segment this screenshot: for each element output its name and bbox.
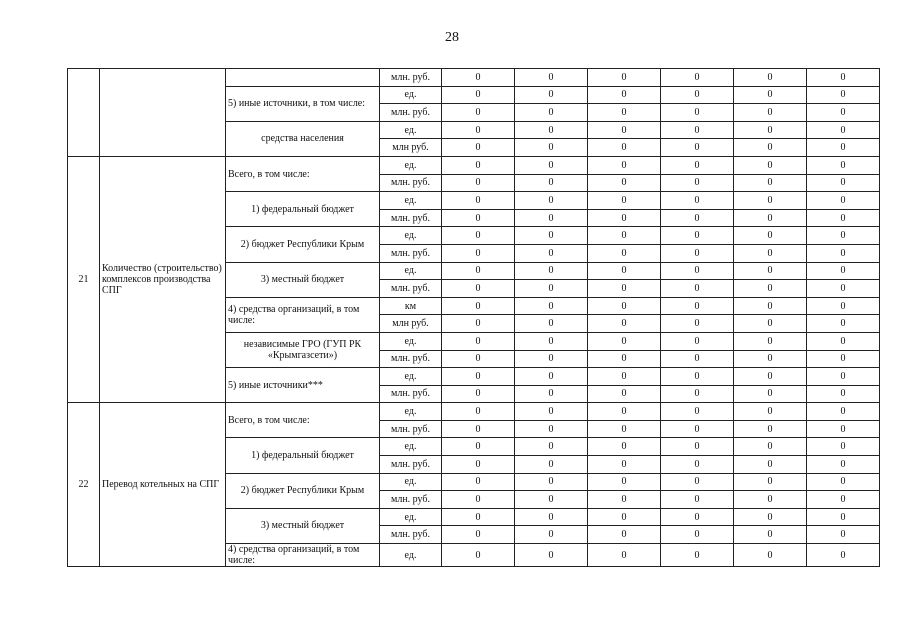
value-cell: 0 (588, 297, 661, 315)
indicator-name-cell: Перевод котельных на СПГ (100, 403, 226, 567)
value-cell: 0 (734, 473, 807, 491)
source-cell: 2) бюджет Республики Крым (226, 227, 380, 262)
unit-cell: ед. (380, 86, 442, 104)
value-cell: 0 (588, 192, 661, 210)
value-cell: 0 (807, 121, 880, 139)
row-number-cell: 22 (68, 403, 100, 567)
source-cell: 5) иные источники*** (226, 368, 380, 403)
value-cell: 0 (661, 174, 734, 192)
value-cell: 0 (734, 420, 807, 438)
value-cell: 0 (661, 315, 734, 333)
unit-cell: млн. руб. (380, 244, 442, 262)
value-cell: 0 (807, 544, 880, 567)
unit-cell: ед. (380, 262, 442, 280)
value-cell: 0 (515, 438, 588, 456)
value-cell: 0 (661, 508, 734, 526)
value-cell: 0 (442, 104, 515, 122)
value-cell: 0 (734, 491, 807, 509)
value-cell: 0 (515, 315, 588, 333)
unit-cell: ед. (380, 332, 442, 350)
source-cell (226, 69, 380, 87)
value-cell: 0 (734, 121, 807, 139)
value-cell: 0 (807, 69, 880, 87)
value-cell: 0 (807, 350, 880, 368)
value-cell: 0 (515, 227, 588, 245)
source-cell: 4) средства организаций, в том числе: (226, 544, 380, 567)
value-cell: 0 (807, 491, 880, 509)
unit-cell: млн. руб. (380, 209, 442, 227)
value-cell: 0 (515, 297, 588, 315)
value-cell: 0 (661, 139, 734, 157)
value-cell: 0 (442, 280, 515, 298)
value-cell: 0 (515, 121, 588, 139)
value-cell: 0 (515, 280, 588, 298)
unit-cell: ед. (380, 403, 442, 421)
unit-cell: ед. (380, 192, 442, 210)
value-cell: 0 (442, 456, 515, 474)
page-number: 28 (445, 30, 459, 45)
source-cell: средства населения (226, 121, 380, 156)
value-cell: 0 (588, 209, 661, 227)
value-cell: 0 (807, 104, 880, 122)
value-cell: 0 (442, 473, 515, 491)
value-cell: 0 (807, 139, 880, 157)
value-cell: 0 (807, 315, 880, 333)
unit-cell: млн. руб. (380, 456, 442, 474)
value-cell: 0 (807, 508, 880, 526)
unit-cell: ед. (380, 544, 442, 567)
value-cell: 0 (661, 244, 734, 262)
unit-cell: млн. руб. (380, 69, 442, 87)
value-cell: 0 (442, 526, 515, 544)
value-cell: 0 (807, 156, 880, 174)
value-cell: 0 (442, 121, 515, 139)
value-cell: 0 (661, 385, 734, 403)
value-cell: 0 (734, 104, 807, 122)
value-cell: 0 (807, 456, 880, 474)
value-cell: 0 (661, 69, 734, 87)
unit-cell: млн. руб. (380, 385, 442, 403)
source-cell: 2) бюджет Республики Крым (226, 473, 380, 508)
value-cell: 0 (807, 280, 880, 298)
value-cell: 0 (515, 156, 588, 174)
value-cell: 0 (515, 104, 588, 122)
value-cell: 0 (661, 350, 734, 368)
value-cell: 0 (661, 473, 734, 491)
unit-cell: км (380, 297, 442, 315)
value-cell: 0 (515, 244, 588, 262)
value-cell: 0 (442, 174, 515, 192)
value-cell: 0 (661, 280, 734, 298)
unit-cell: ед. (380, 156, 442, 174)
value-cell: 0 (515, 544, 588, 567)
value-cell: 0 (807, 332, 880, 350)
value-cell: 0 (515, 508, 588, 526)
value-cell: 0 (442, 350, 515, 368)
source-cell: 1) федеральный бюджет (226, 192, 380, 227)
row-number-cell (68, 69, 100, 157)
value-cell: 0 (442, 544, 515, 567)
source-cell: 4) средства организаций, в том числе: (226, 297, 380, 332)
value-cell: 0 (734, 69, 807, 87)
value-cell: 0 (515, 139, 588, 157)
value-cell: 0 (515, 209, 588, 227)
value-cell: 0 (442, 315, 515, 333)
value-cell: 0 (588, 508, 661, 526)
table-row (68, 156, 880, 174)
value-cell: 0 (661, 227, 734, 245)
value-cell: 0 (515, 420, 588, 438)
value-cell: 0 (734, 192, 807, 210)
value-cell: 0 (442, 385, 515, 403)
value-cell: 0 (661, 209, 734, 227)
value-cell: 0 (515, 403, 588, 421)
table-row (68, 403, 880, 421)
value-cell: 0 (807, 438, 880, 456)
value-cell: 0 (807, 227, 880, 245)
indicator-name-cell (100, 69, 226, 157)
indicator-name-cell: Количество (строительство) комплексов производства СПГ (100, 156, 226, 402)
value-cell: 0 (515, 526, 588, 544)
value-cell: 0 (588, 280, 661, 298)
value-cell: 0 (661, 121, 734, 139)
value-cell: 0 (588, 350, 661, 368)
value-cell: 0 (515, 86, 588, 104)
value-cell: 0 (588, 139, 661, 157)
value-cell: 0 (442, 227, 515, 245)
value-cell: 0 (588, 227, 661, 245)
source-cell: 5) иные источники, в том числе: (226, 86, 380, 121)
value-cell: 0 (588, 544, 661, 567)
value-cell: 0 (661, 297, 734, 315)
unit-cell: млн. руб. (380, 350, 442, 368)
value-cell: 0 (515, 262, 588, 280)
value-cell: 0 (515, 385, 588, 403)
value-cell: 0 (734, 139, 807, 157)
value-cell: 0 (442, 491, 515, 509)
value-cell: 0 (588, 332, 661, 350)
value-cell: 0 (588, 473, 661, 491)
value-cell: 0 (734, 332, 807, 350)
value-cell: 0 (734, 227, 807, 245)
value-cell: 0 (515, 368, 588, 386)
value-cell: 0 (442, 368, 515, 386)
value-cell: 0 (734, 456, 807, 474)
value-cell: 0 (442, 262, 515, 280)
value-cell: 0 (661, 86, 734, 104)
unit-cell: млн. руб. (380, 174, 442, 192)
unit-cell: ед. (380, 473, 442, 491)
value-cell: 0 (661, 403, 734, 421)
value-cell: 0 (588, 456, 661, 474)
value-cell: 0 (734, 209, 807, 227)
row-number-cell: 21 (68, 156, 100, 402)
value-cell: 0 (661, 526, 734, 544)
value-cell: 0 (734, 297, 807, 315)
value-cell: 0 (515, 491, 588, 509)
value-cell: 0 (734, 508, 807, 526)
value-cell: 0 (588, 420, 661, 438)
value-cell: 0 (442, 139, 515, 157)
unit-cell: млн руб. (380, 315, 442, 333)
unit-cell: млн. руб. (380, 104, 442, 122)
unit-cell: ед. (380, 227, 442, 245)
value-cell: 0 (588, 438, 661, 456)
unit-cell: ед. (380, 368, 442, 386)
value-cell: 0 (734, 156, 807, 174)
value-cell: 0 (734, 350, 807, 368)
value-cell: 0 (807, 420, 880, 438)
value-cell: 0 (515, 174, 588, 192)
unit-cell: ед. (380, 508, 442, 526)
value-cell: 0 (442, 86, 515, 104)
unit-cell: млн. руб. (380, 280, 442, 298)
value-cell: 0 (807, 297, 880, 315)
table-body (68, 69, 880, 567)
value-cell: 0 (442, 420, 515, 438)
unit-cell: млн руб. (380, 139, 442, 157)
unit-cell: ед. (380, 121, 442, 139)
value-cell: 0 (734, 403, 807, 421)
value-cell: 0 (588, 262, 661, 280)
value-cell: 0 (734, 86, 807, 104)
value-cell: 0 (588, 403, 661, 421)
value-cell: 0 (807, 385, 880, 403)
value-cell: 0 (515, 192, 588, 210)
unit-cell: млн. руб. (380, 491, 442, 509)
value-cell: 0 (588, 491, 661, 509)
value-cell: 0 (442, 403, 515, 421)
value-cell: 0 (442, 438, 515, 456)
value-cell: 0 (442, 209, 515, 227)
value-cell: 0 (515, 456, 588, 474)
value-cell: 0 (588, 104, 661, 122)
value-cell: 0 (661, 491, 734, 509)
value-cell: 0 (661, 368, 734, 386)
value-cell: 0 (661, 332, 734, 350)
value-cell: 0 (442, 297, 515, 315)
value-cell: 0 (734, 174, 807, 192)
value-cell: 0 (442, 192, 515, 210)
value-cell: 0 (734, 280, 807, 298)
source-cell: независимые ГРО (ГУП РК «Крымгазсети») (226, 332, 380, 367)
value-cell: 0 (734, 244, 807, 262)
value-cell: 0 (442, 508, 515, 526)
value-cell: 0 (734, 262, 807, 280)
value-cell: 0 (661, 544, 734, 567)
value-cell: 0 (807, 192, 880, 210)
value-cell: 0 (588, 174, 661, 192)
value-cell: 0 (734, 368, 807, 386)
value-cell: 0 (515, 332, 588, 350)
program-table (67, 68, 880, 567)
value-cell: 0 (661, 456, 734, 474)
value-cell: 0 (661, 104, 734, 122)
value-cell: 0 (588, 244, 661, 262)
value-cell: 0 (734, 315, 807, 333)
value-cell: 0 (661, 192, 734, 210)
value-cell: 0 (661, 262, 734, 280)
value-cell: 0 (588, 368, 661, 386)
value-cell: 0 (442, 69, 515, 87)
value-cell: 0 (807, 473, 880, 491)
value-cell: 0 (807, 262, 880, 280)
value-cell: 0 (734, 385, 807, 403)
unit-cell: ед. (380, 438, 442, 456)
value-cell: 0 (442, 332, 515, 350)
value-cell: 0 (807, 526, 880, 544)
value-cell: 0 (661, 420, 734, 438)
value-cell: 0 (807, 244, 880, 262)
value-cell: 0 (807, 174, 880, 192)
source-cell: Всего, в том числе: (226, 156, 380, 191)
value-cell: 0 (588, 526, 661, 544)
value-cell: 0 (661, 438, 734, 456)
value-cell: 0 (734, 526, 807, 544)
value-cell: 0 (807, 403, 880, 421)
value-cell: 0 (588, 385, 661, 403)
value-cell: 0 (515, 69, 588, 87)
value-cell: 0 (807, 368, 880, 386)
value-cell: 0 (515, 350, 588, 368)
source-cell: 3) местный бюджет (226, 508, 380, 543)
value-cell: 0 (442, 244, 515, 262)
source-cell: 1) федеральный бюджет (226, 438, 380, 473)
source-cell: Всего, в том числе: (226, 403, 380, 438)
value-cell: 0 (515, 473, 588, 491)
value-cell: 0 (734, 438, 807, 456)
value-cell: 0 (588, 69, 661, 87)
value-cell: 0 (588, 121, 661, 139)
value-cell: 0 (588, 315, 661, 333)
unit-cell: млн. руб. (380, 420, 442, 438)
value-cell: 0 (807, 209, 880, 227)
value-cell: 0 (661, 156, 734, 174)
value-cell: 0 (588, 156, 661, 174)
value-cell: 0 (807, 86, 880, 104)
value-cell: 0 (588, 86, 661, 104)
source-cell: 3) местный бюджет (226, 262, 380, 297)
value-cell: 0 (734, 544, 807, 567)
unit-cell: млн. руб. (380, 526, 442, 544)
table-row (68, 69, 880, 87)
value-cell: 0 (442, 156, 515, 174)
